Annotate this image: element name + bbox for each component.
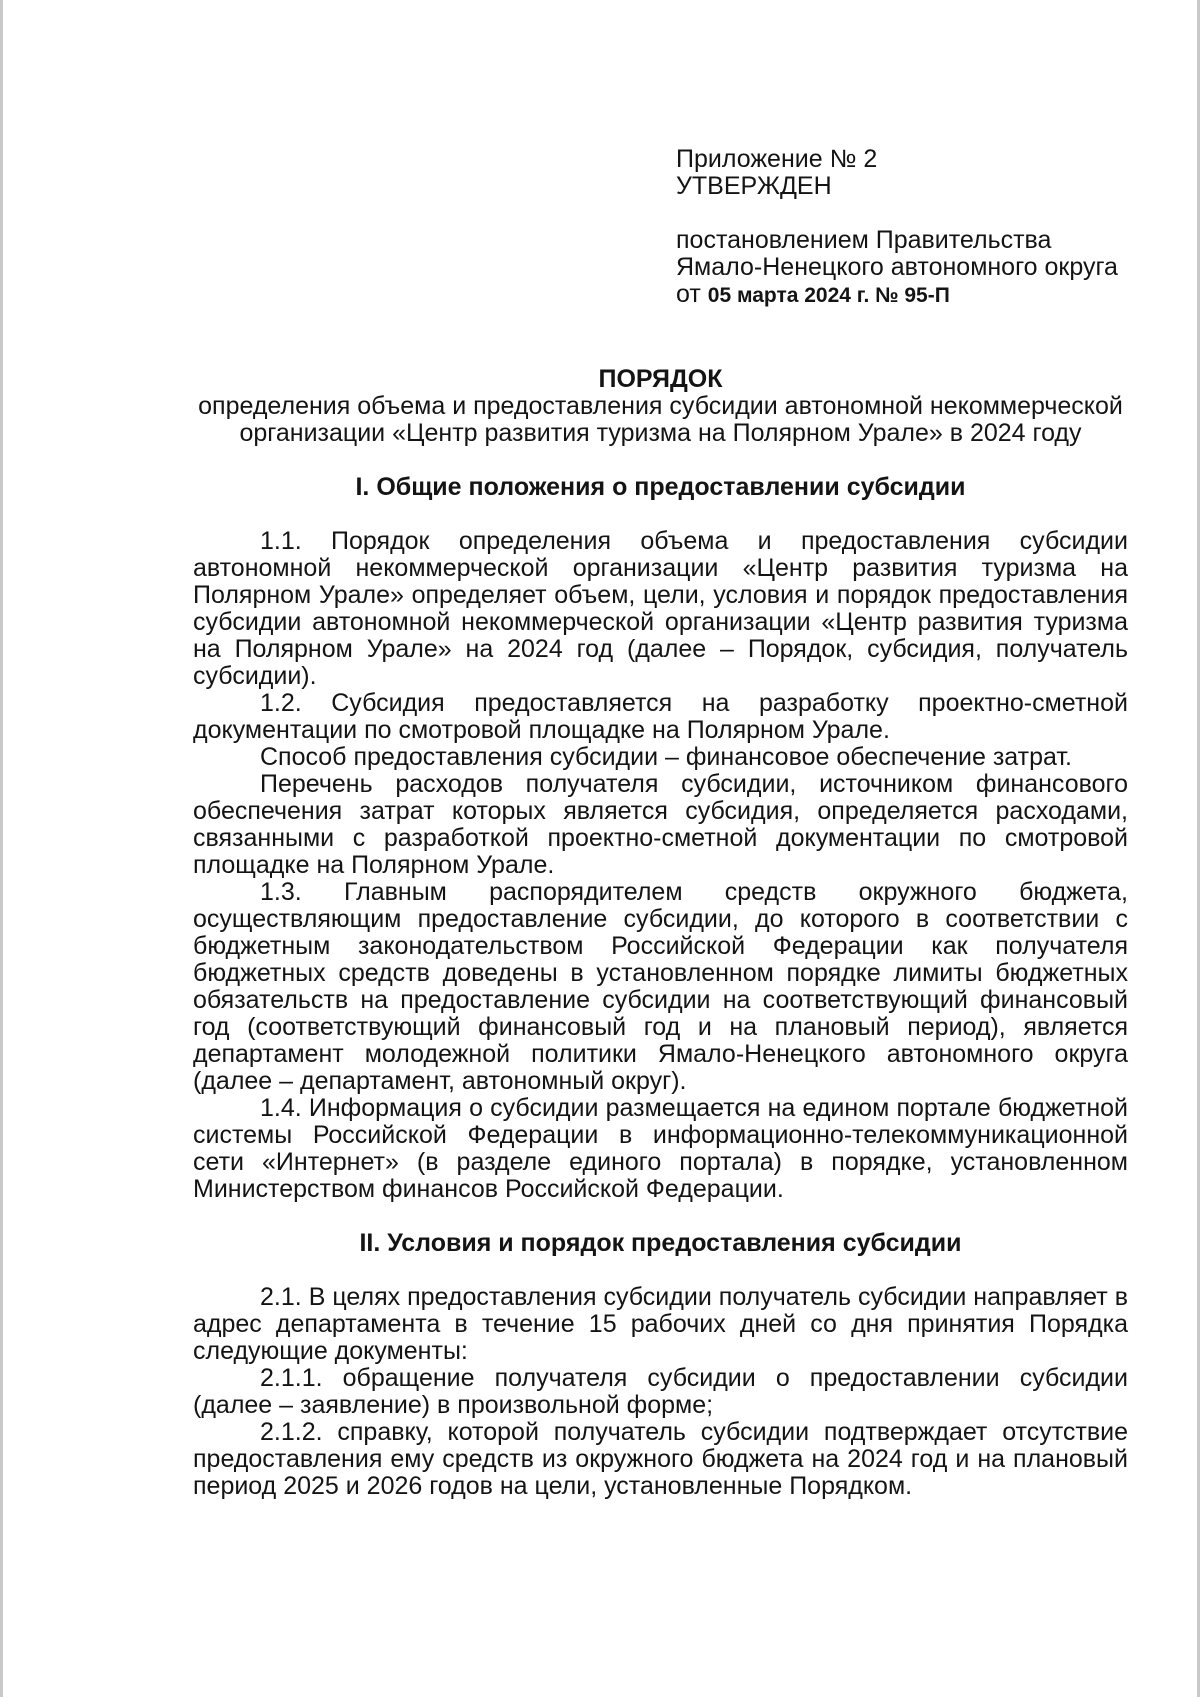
section-2 — [193, 1230, 1128, 1500]
decree-from-prefix: от — [676, 280, 701, 308]
approval-block — [676, 146, 1146, 309]
appendix-label: Приложение № 2 — [676, 145, 878, 173]
decree-line-1: постановлением Правительства — [676, 226, 1052, 254]
document-body — [193, 366, 1128, 1500]
paragraph-2-1-1: 2.1.1. обращение получателя субсидии о предоставлении субсидии (далее – заявление) в произвольной форме; — [193, 1364, 1128, 1419]
section-heading-2: II. Условия и порядок предоставления субсидии — [359, 1229, 962, 1257]
section-heading-1: I. Общие положения о предоставлении субсидии — [355, 473, 966, 501]
decree-line-2: Ямало-Ненецкого автономного округа — [676, 253, 1118, 281]
paragraph-2-1-2: 2.1.2. справку, которой получатель субсидии подтверждает отсутствие предоставления ему средств из окружного бюджета на 2024 год и на плановый период 2025 и 2026 годов на цели, установленные Порядком. — [193, 1418, 1128, 1500]
page-left-edge — [0, 0, 3, 1697]
paragraph-1-2-expenses: Перечень расходов получателя субсидии, источником финансового обеспечения затрат которых является субсидия, определяется расходами, связанными с разработкой проектно-сметной документации по смотровой площадке на Полярном Урале. — [193, 770, 1128, 879]
approval-gap — [676, 200, 1146, 227]
paragraph-2-1: 2.1. В целях предоставления субсидии получатель субсидии направляет в адрес департамента в течение 15 рабочих дней со дня принятия Порядка следующие документы: — [193, 1283, 1128, 1365]
approved-label: УТВЕРЖДЕН — [676, 172, 832, 200]
document-title: ПОРЯДОК — [598, 365, 723, 393]
decree-date-line — [676, 281, 1146, 309]
paragraph-1-2: 1.2. Субсидия предоставляется на разработку проектно-сметной документации по смотровой площадке на Полярном Урале. — [193, 689, 1128, 744]
paragraph-1-1: 1.1. Порядок определения объема и предоставления субсидии автономной некоммерческой организации «Центр развития туризма на Полярном Урале» определяет объем, цели, условия и порядок предоставления субсидии автономной некоммерческой организации «Центр развития туризма на Полярном Урале» на 2024 год (далее – Порядок, субсидия, получатель субсидии). — [193, 527, 1128, 690]
section-1 — [193, 474, 1128, 1203]
paragraph-1-3: 1.3. Главным распорядителем средств окружного бюджета, осуществляющим предоставление субсидии, до которого в соответствии с бюджетным законодательством Российской Федерации как получателя бюджетных средств доведены в установленном порядке лимиты бюджетных обязательств на предоставление субсидии на соответствующий финансовый год (соответствующий финансовый год и на плановый период), является департамент молодежной политики Ямало-Ненецкого автономного округа (далее – департамент, автономный округ). — [193, 878, 1128, 1095]
decree-number: 05 марта 2024 г. № 95-П — [707, 284, 950, 307]
document-subtitle: определения объема и предоставления субсидии автономной некоммерческой организации «Центр развития туризма на Полярном Урале» в 2024 году — [198, 392, 1123, 447]
paragraph-1-4: 1.4. Информация о субсидии размещается на едином портале бюджетной системы Российской Федерации в информационно-телекоммуникационной сети «Интернет» (в разделе единого портала) в порядке, установленном Министерством финансов Российской Федерации. — [193, 1094, 1128, 1203]
paragraph-1-2-method: Способ предоставления субсидии – финансовое обеспечение затрат. — [260, 743, 1072, 771]
